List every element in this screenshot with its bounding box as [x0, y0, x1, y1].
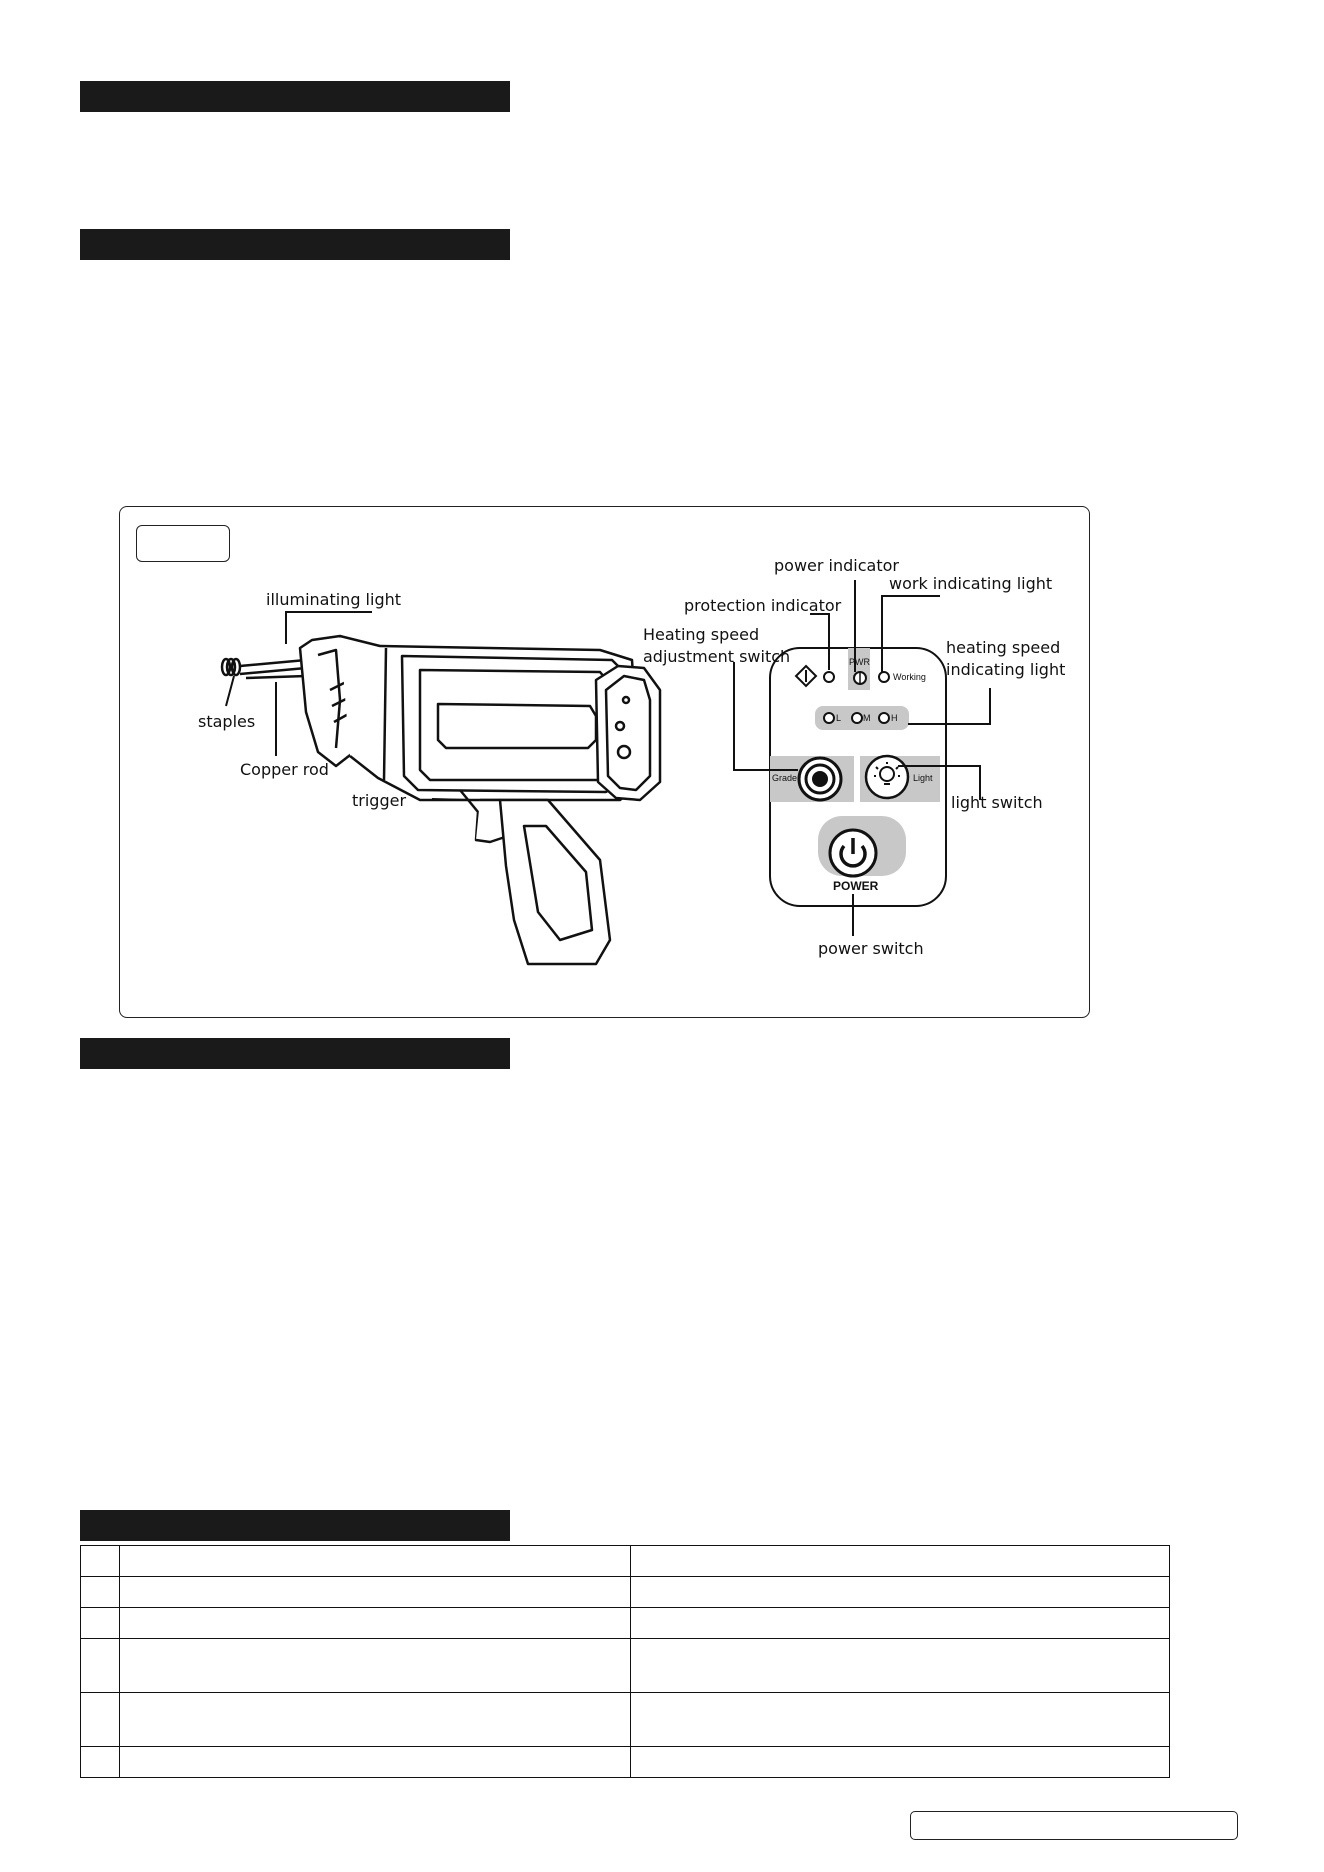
speed-m-label: M: [863, 713, 871, 723]
grade-switch-button[interactable]: [799, 758, 841, 800]
table-row: [81, 1577, 1170, 1608]
table-row: [81, 1608, 1170, 1639]
copper-rod-icon: [240, 660, 306, 678]
panel-power-label: POWER: [833, 879, 879, 893]
panel-grade-label: Grade: [772, 773, 798, 783]
spec-table: [80, 1545, 1170, 1778]
table-row: [81, 1747, 1170, 1778]
panel-light-label: Light: [913, 773, 933, 783]
label-heating-speed-indicating-light-2: indicating light: [946, 660, 1066, 679]
label-light-switch: light switch: [951, 793, 1043, 812]
speed-light-low: [824, 713, 834, 723]
staples-icon: [222, 659, 240, 675]
label-protection-indicator: protection indicator: [684, 596, 842, 615]
speed-light-medium: [852, 713, 862, 723]
speed-l-label: L: [836, 713, 842, 723]
light-switch-button[interactable]: [866, 756, 908, 798]
label-heating-speed-adjustment-switch-2: adjustment switch: [643, 647, 791, 666]
speed-h-label: H: [891, 713, 898, 723]
label-copper-rod: Copper rod: [240, 760, 329, 779]
speed-light-high: [879, 713, 889, 723]
label-power-indicator: power indicator: [774, 556, 899, 575]
label-trigger: trigger: [352, 791, 407, 810]
label-work-indicating-light: work indicating light: [889, 574, 1053, 593]
panel-working-label: Working: [893, 672, 926, 682]
footer-page-box: [910, 1811, 1238, 1840]
table-row: [81, 1546, 1170, 1577]
table-row: [81, 1639, 1170, 1693]
work-indicating-light: [879, 672, 889, 682]
label-staples: staples: [198, 712, 256, 731]
table-row: [81, 1693, 1170, 1747]
label-heating-speed-indicating-light-1: heating speed: [946, 638, 1061, 657]
panel-pwr-label: PWR: [849, 657, 870, 667]
control-panel: [770, 648, 946, 906]
label-power-switch: power switch: [818, 939, 924, 958]
label-heating-speed-adjustment-switch-1: Heating speed: [643, 625, 760, 644]
label-illuminating-light: illuminating light: [266, 590, 402, 609]
power-switch-button[interactable]: [830, 830, 876, 876]
